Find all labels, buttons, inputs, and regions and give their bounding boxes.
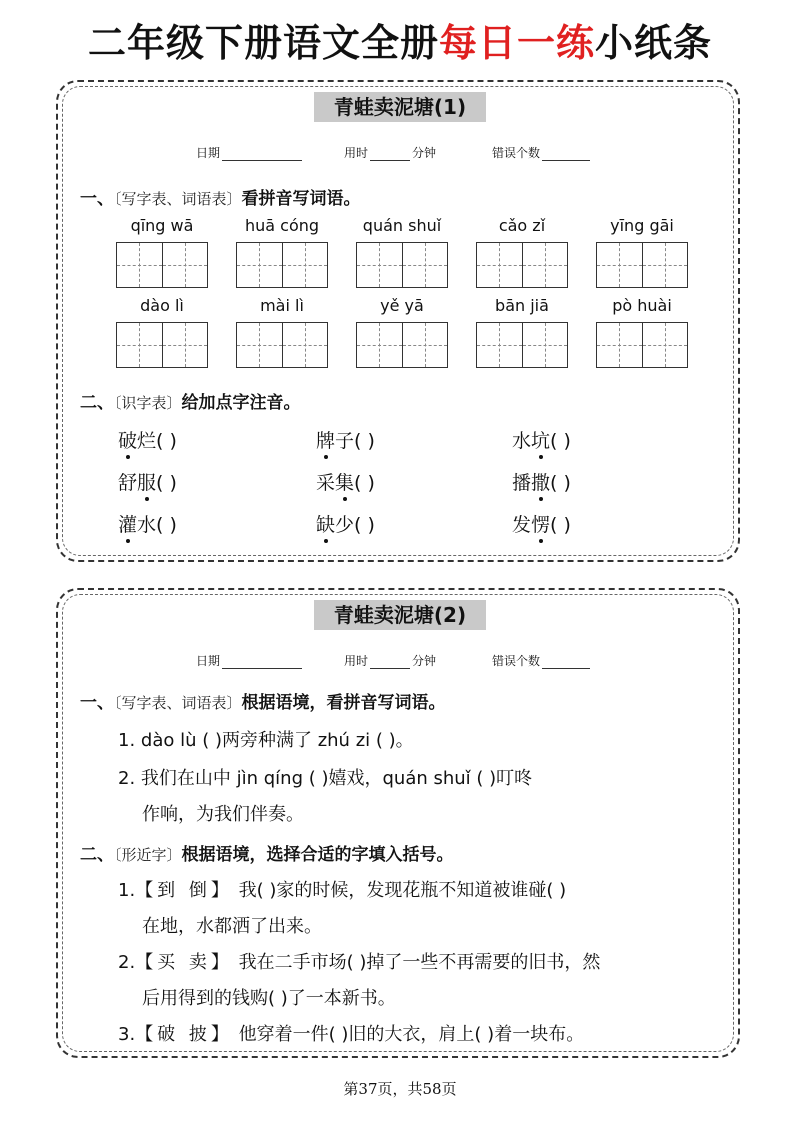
page-footer: 第37页，共58页 [343, 1080, 457, 1098]
time-blank[interactable] [370, 148, 410, 161]
phonetic-item [316, 510, 375, 537]
section-number: 二、 [80, 393, 114, 413]
writing-grid[interactable] [236, 322, 328, 368]
plain-char: 播 [512, 472, 532, 494]
time-unit: 分钟 [412, 654, 437, 668]
question-line: 后用得到的钱购( )了一本新书。 [142, 988, 396, 1009]
errors-blank[interactable] [542, 148, 590, 161]
question-line: 2. 我们在山中 jìn qíng ( )嬉戏，quán shuǐ ( )叮咚 [118, 768, 533, 789]
errors-label: 错误个数 [492, 654, 541, 668]
section-tag: 〔写字表、词语表〕 [114, 190, 242, 208]
phonetic-item [316, 468, 375, 495]
plain-char: 采 [316, 472, 336, 494]
section-instruction: 根据语境，看拼音写词语。 [241, 693, 446, 713]
dotted-char: 服 [137, 472, 157, 494]
section-tag: 〔识字表〕 [114, 394, 182, 412]
section-instruction: 看拼音写词语。 [241, 189, 361, 209]
dotted-char: 牌 [316, 430, 336, 452]
title-part-1: 二年级下册语文全册 [87, 21, 439, 65]
pinyin-label: quán shuǐ [362, 216, 442, 235]
section-tag: 〔形近字〕 [114, 846, 182, 864]
question-number: 2. [118, 952, 136, 973]
pinyin-label: yě yā [380, 296, 424, 315]
dotted-char: 破 [118, 430, 138, 452]
plain-char: 舒 [118, 472, 138, 494]
card-1-banner: 青蛙卖泥塘(1) [314, 92, 486, 122]
answer-blank[interactable]: ( ) [550, 430, 571, 452]
pinyin-label: dào lì [140, 296, 184, 315]
date-blank[interactable] [222, 148, 302, 161]
plain-char: 少 [335, 514, 355, 536]
plain-char: 水 [512, 430, 532, 452]
phonetic-item [512, 468, 571, 495]
writing-grid[interactable] [356, 322, 448, 368]
pinyin-label: huā cóng [244, 216, 320, 235]
question-line [118, 948, 600, 974]
dotted-char: 坑 [531, 430, 551, 452]
plain-char: 水 [137, 514, 157, 536]
time-blank[interactable] [370, 656, 410, 669]
question-text: 他穿着一件( )旧的大衣，肩上( )着一块布。 [238, 1024, 585, 1045]
title-part-3: 小纸条 [595, 21, 713, 65]
pinyin-label: bān jiā [495, 296, 549, 315]
char-pair: 【到 倒】 [135, 880, 233, 901]
writing-grid[interactable] [116, 242, 208, 288]
dotted-char: 集 [335, 472, 355, 494]
card-1-section-1-heading [80, 184, 361, 209]
dotted-char: 愣 [531, 514, 551, 536]
section-number: 一、 [80, 693, 114, 713]
errors-blank[interactable] [542, 656, 590, 669]
question-line [118, 876, 566, 902]
dotted-char: 缺 [316, 514, 336, 536]
pinyin-label: qīng wā [130, 216, 194, 235]
pinyin-label: cǎo zǐ [498, 216, 546, 235]
question-number: 1. [118, 880, 136, 901]
phonetic-item [512, 510, 571, 537]
section-number: 一、 [80, 189, 114, 209]
writing-grid[interactable] [596, 322, 688, 368]
time-unit: 分钟 [412, 146, 437, 160]
writing-grid[interactable] [476, 322, 568, 368]
errors-label: 错误个数 [492, 146, 541, 160]
pinyin-label: yīng gāi [610, 216, 674, 235]
question-text: 我在二手市场( )掉了一些不再需要的旧书，然 [238, 952, 601, 973]
question-text: 我( )家的时候，发现花瓶不知道被谁碰( ) [238, 880, 567, 901]
plain-char: 烂 [137, 430, 157, 452]
answer-blank[interactable]: ( ) [550, 472, 571, 494]
question-line [118, 1020, 584, 1046]
pinyin-label: mài lì [260, 296, 304, 315]
section-instruction: 给加点字注音。 [181, 393, 301, 413]
phonetic-item [118, 468, 177, 495]
time-label: 用时 [344, 654, 369, 668]
question-line: 在地，水都洒了出来。 [142, 916, 322, 937]
char-pair: 【破 披】 [135, 1024, 233, 1045]
time-label: 用时 [344, 146, 369, 160]
card-2-section-1-heading [80, 688, 446, 713]
writing-grid[interactable] [116, 322, 208, 368]
phonetic-item [118, 426, 177, 453]
answer-blank[interactable]: ( ) [550, 514, 571, 536]
date-label: 日期 [196, 654, 221, 668]
phonetic-item [118, 510, 177, 537]
answer-blank[interactable]: ( ) [354, 430, 375, 452]
section-instruction: 根据语境，选择合适的字填入括号。 [181, 845, 454, 865]
section-number: 二、 [80, 845, 114, 865]
plain-char: 子 [335, 430, 355, 452]
question-line: 作响，为我们伴奏。 [142, 804, 304, 825]
date-blank[interactable] [222, 656, 302, 669]
dotted-char: 撒 [531, 472, 551, 494]
phonetic-item [512, 426, 571, 453]
page-title [0, 18, 800, 68]
answer-blank[interactable]: ( ) [354, 472, 375, 494]
exercise-card-2 [56, 588, 740, 1058]
answer-blank[interactable]: ( ) [156, 430, 177, 452]
date-label: 日期 [196, 146, 221, 160]
writing-grid[interactable] [236, 242, 328, 288]
question-number: 3. [118, 1024, 136, 1045]
plain-char: 发 [512, 514, 532, 536]
answer-blank[interactable]: ( ) [156, 472, 177, 494]
writing-grid[interactable] [596, 242, 688, 288]
phonetic-item [316, 426, 375, 453]
writing-grid[interactable] [356, 242, 448, 288]
title-part-2: 每日一练 [438, 21, 595, 65]
question-line: 1. dào lù ( )两旁种满了 zhú zi ( )。 [118, 730, 414, 751]
answer-blank[interactable]: ( ) [354, 514, 375, 536]
exercise-card-1 [56, 80, 740, 562]
pinyin-label: pò huài [612, 296, 672, 315]
card-2-section-2-heading [80, 840, 454, 865]
card-2-banner: 青蛙卖泥塘(2) [314, 600, 486, 630]
answer-blank[interactable]: ( ) [156, 514, 177, 536]
dotted-char: 灌 [118, 514, 138, 536]
char-pair: 【买 卖】 [135, 952, 233, 973]
section-tag: 〔写字表、词语表〕 [114, 694, 242, 712]
writing-grid[interactable] [476, 242, 568, 288]
card-1-section-2-heading [80, 388, 301, 413]
